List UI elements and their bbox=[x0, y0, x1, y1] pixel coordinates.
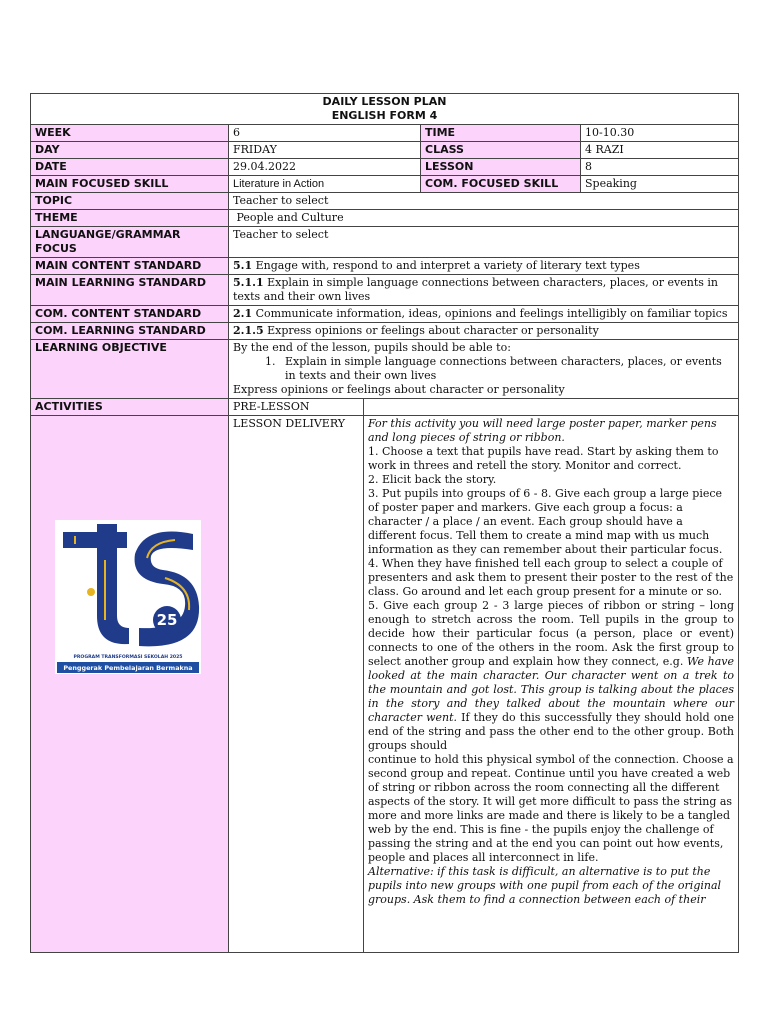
main-learning-label: MAIN LEARNING STANDARD bbox=[31, 275, 229, 306]
lesson-plan-page bbox=[30, 93, 738, 953]
pre-lesson-content bbox=[364, 399, 739, 416]
alternative-text: if this task is difficult, an alternative is to put the pupils into new groups with one pupil from each of the original groups. Ask them to find a connection between each of their bbox=[368, 865, 722, 906]
day-label: DAY bbox=[31, 142, 229, 159]
main-learning-text: Explain in simple language connections between characters, places, or events in texts and their own lives bbox=[233, 276, 719, 303]
row-delivery bbox=[31, 416, 739, 953]
delivery-alternative bbox=[368, 865, 734, 907]
row-objective bbox=[31, 340, 739, 399]
row-main-content bbox=[31, 258, 739, 275]
objective-label: LEARNING OBJECTIVE bbox=[31, 340, 229, 399]
step5-part-b: If they do this successfully they should hold one end of the string and pass the other end to the other group. Both groups should bbox=[368, 711, 734, 752]
school-transformation-logo bbox=[55, 520, 201, 674]
logo-cell bbox=[31, 416, 229, 953]
main-content-code: 5.1 bbox=[233, 259, 253, 272]
main-learning-code: 5.1.1 bbox=[233, 276, 264, 289]
com-learning-text: Express opinions or feelings about character or personality bbox=[263, 324, 599, 337]
logo-number: 25 bbox=[156, 611, 178, 629]
delivery-step-5 bbox=[368, 599, 734, 753]
com-content-code: 2.1 bbox=[233, 307, 253, 320]
row-grammar bbox=[31, 227, 739, 258]
row-main-learning bbox=[31, 275, 739, 306]
logo-caption: PROGRAM TRANSFORMASI SEKOLAH 2025 bbox=[73, 655, 183, 660]
time-value: 10-10.30 bbox=[581, 125, 739, 142]
main-content-text: Engage with, respond to and interpret a variety of literary text types bbox=[252, 259, 640, 272]
objective-intro: By the end of the lesson, pupils should be able to: bbox=[233, 341, 511, 354]
com-skill-value: Speaking bbox=[581, 176, 739, 193]
topic-value: Teacher to select bbox=[229, 193, 739, 210]
step5-part-a: 5. Give each group 2 - 3 large pieces of ribbon or string – long enough to stretch across the room. Tell pupils in the group to decide how their particular focus (a person, place or event) connects to one of the others in the room. Ask the first group to select another group and explain how they connect, e.g. bbox=[368, 599, 734, 668]
header-row bbox=[31, 94, 739, 125]
delivery-step-2: 2. Elicit back the story. bbox=[368, 473, 497, 486]
title-line-1: DAILY LESSON PLAN bbox=[322, 95, 447, 108]
class-label: CLASS bbox=[421, 142, 581, 159]
com-learning-value bbox=[229, 323, 739, 340]
theme-value: People and Culture bbox=[229, 210, 739, 227]
row-date bbox=[31, 159, 739, 176]
com-skill-label: COM. FOCUSED SKILL bbox=[421, 176, 581, 193]
objective-list bbox=[233, 355, 734, 383]
alternative-label: Alternative: bbox=[368, 865, 434, 878]
objective-value bbox=[229, 340, 739, 399]
lesson-value: 8 bbox=[581, 159, 739, 176]
class-value: 4 RAZI bbox=[581, 142, 739, 159]
grammar-value: Teacher to select bbox=[229, 227, 739, 258]
row-com-content bbox=[31, 306, 739, 323]
main-content-value bbox=[229, 258, 739, 275]
main-skill-label: MAIN FOCUSED SKILL bbox=[31, 176, 229, 193]
delivery-intro: For this activity you will need large poster paper, marker pens and long pieces of string or ribbon. bbox=[368, 417, 717, 444]
activities-label: ACTIVITIES bbox=[31, 399, 229, 416]
row-day bbox=[31, 142, 739, 159]
title-line-2: ENGLISH FORM 4 bbox=[331, 109, 438, 122]
delivery-step-4: 4. When they have finished tell each group to select a couple of presenters and ask them to present their poster to the rest of the class. Go around and let each group present for a minute or so. bbox=[368, 557, 734, 598]
delivery-step-3: 3. Put pupils into groups of 6 - 8. Give each group a large piece of poster paper and markers. Give each group a focus: a character / a place / an event. Each group should have a different focus. Tell them to create a mind map with us much information as they can remember about their particular focus. bbox=[368, 487, 723, 556]
lesson-label: LESSON bbox=[421, 159, 581, 176]
pre-lesson-label: PRE-LESSON bbox=[229, 399, 364, 416]
lesson-plan-table bbox=[30, 93, 739, 953]
lesson-delivery-label: LESSON DELIVERY bbox=[229, 416, 364, 953]
row-activities bbox=[31, 399, 739, 416]
objective-item-1: 1. Explain in simple language connections between characters, places, or events in texts and their own lives bbox=[279, 355, 734, 383]
com-content-label: COM. CONTENT STANDARD bbox=[31, 306, 229, 323]
com-learning-label: COM. LEARNING STANDARD bbox=[31, 323, 229, 340]
lesson-delivery-content bbox=[364, 416, 739, 953]
plan-title bbox=[31, 94, 739, 125]
time-label: TIME bbox=[421, 125, 581, 142]
row-theme bbox=[31, 210, 739, 227]
main-learning-value bbox=[229, 275, 739, 306]
date-value: 29.04.2022 bbox=[229, 159, 421, 176]
day-value: FRIDAY bbox=[229, 142, 421, 159]
com-content-text: Communicate information, ideas, opinions and feelings intelligibly on familiar topics bbox=[252, 307, 728, 320]
week-label: WEEK bbox=[31, 125, 229, 142]
step5-example: We have looked at the main character. Our character went on a trek to the mountain and got lost. This group is talking about the places in the story and they talked about the mountain where our character went. bbox=[368, 655, 734, 724]
topic-label: TOPIC bbox=[31, 193, 229, 210]
main-skill-value: Literature in Action bbox=[229, 176, 421, 193]
com-learning-code: 2.1.5 bbox=[233, 324, 264, 337]
com-content-value bbox=[229, 306, 739, 323]
grammar-label: LANGUANGE/GRAMMAR FOCUS bbox=[31, 227, 229, 258]
main-content-label: MAIN CONTENT STANDARD bbox=[31, 258, 229, 275]
logo-banner: Penggerak Pembelajaran Bermakna bbox=[63, 664, 193, 672]
row-week bbox=[31, 125, 739, 142]
row-com-learning bbox=[31, 323, 739, 340]
week-value: 6 bbox=[229, 125, 421, 142]
delivery-step-5-continued: continue to hold this physical symbol of the connection. Choose a second group and repeat. Continue until you have created a web of string or ribbon across the room connecting all the different aspects of the story. It will get more difficult to pass the string as more and more links are made and there is likely to be a tangled web by the end. This is fine - the pupils enjoy the challenge of passing the string and at the end you can point out how events, people and places all interconnect in life. bbox=[368, 753, 734, 864]
objective-item-2: Express opinions or feelings about character or personality bbox=[233, 383, 565, 396]
date-label: DATE bbox=[31, 159, 229, 176]
theme-label: THEME bbox=[31, 210, 229, 227]
delivery-step-1: 1. Choose a text that pupils have read. Start by asking them to work in threes and retell the story. Monitor and correct. bbox=[368, 445, 719, 472]
row-topic bbox=[31, 193, 739, 210]
row-skills bbox=[31, 176, 739, 193]
